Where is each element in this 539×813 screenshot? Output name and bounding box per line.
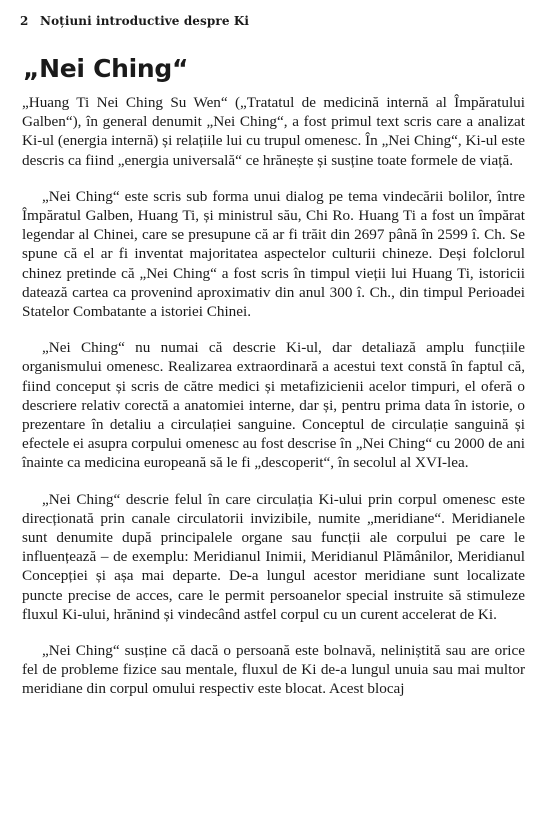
paragraph: „Nei Ching“ nu numai că descrie Ki-ul, dar detaliază amplu funcțiile organismului omenesc. Realizarea extraordinară a acestui text constă în faptul că, fiind conceput și scris de către medici și metafizicienii acelor timpuri, el oferă o descriere relativ corectă a anatomiei interne, dar și, pentru prima data în istorie, o prezentare în detaliu a circulației sanguine. Conceptul de circulație sanguină și efectele ei asupra corpului omenesc au fost descrise în „Nei Ching“ cu 2000 de ani înainte ca medicina europeană să le fi „descoperit“, în secolul al XVI-lea.: [22, 339, 525, 472]
running-head: [20, 14, 249, 28]
running-head-title: Noțiuni introductive despre Ki: [40, 14, 250, 28]
page-number: 2: [20, 14, 29, 28]
paragraph: „Nei Ching“ descrie felul în care circulația Ki-ului prin corpul omenesc este direcționată prin canale circulatorii invizibile, numite „meridiane“. Meridianele sunt denumite după principalele organe sau funcții ale corpului pe care le influențează – de exemplu: Meridianul Inimii, Meridianul Plămânilor, Meridianul Concepției și așa mai departe. De-a lungul acestor meridiane sunt localizate puncte precise de acces, care le permit persoanelor special instruite să stimuleze fluxul Ki-ului, hrănind și vindecând astfel corpul cu un curent accelerat de Ki.: [22, 490, 525, 623]
paragraph: „Huang Ti Nei Ching Su Wen“ („Tratatul de medicină internă al Împăratului Galben“), în general denumit „Nei Ching“, a fost primul text scris care a analizat Ki-ul (energia internă) și relațiile lui cu trupul omenesc. În „Nei Ching“, Ki-ul este descris ca fiind „energia universală“ ce hrănește și susține toate formele de viață.: [22, 94, 525, 169]
paragraph: „Nei Ching“ susține că dacă o persoană este bolnavă, neliniștită sau are orice fel de probleme fizice sau mentale, fluxul de Ki de-a lungul unuia sau mai multor meridiane din corpul omului respectiv este blocat. Acest blocaj: [22, 642, 525, 698]
body-text: [22, 93, 525, 716]
chapter-title: „Nei Ching“: [23, 54, 189, 83]
paragraph: „Nei Ching“ este scris sub forma unui dialog pe tema vindecării bolilor, între Împăratul Galben, Huang Ti, și ministrul său, Chi Ro. Huang Ti a fost un împărat legendar al Chinei, care se presupune că ar fi trăit din 2697 până în 2599 î. Ch. Se spune că el ar fi inventat majoritatea aspectelor culturii chineze. Deși folclorul chinez pretinde că „Nei Ching“ a fost scris în timpul vieții lui Huang Ti, istoricii datează cartea ca provenind aproximativ din anul 300 î. Ch., din timpul Perioadei Statelor Combatante a istoriei Chinei.: [22, 187, 525, 321]
